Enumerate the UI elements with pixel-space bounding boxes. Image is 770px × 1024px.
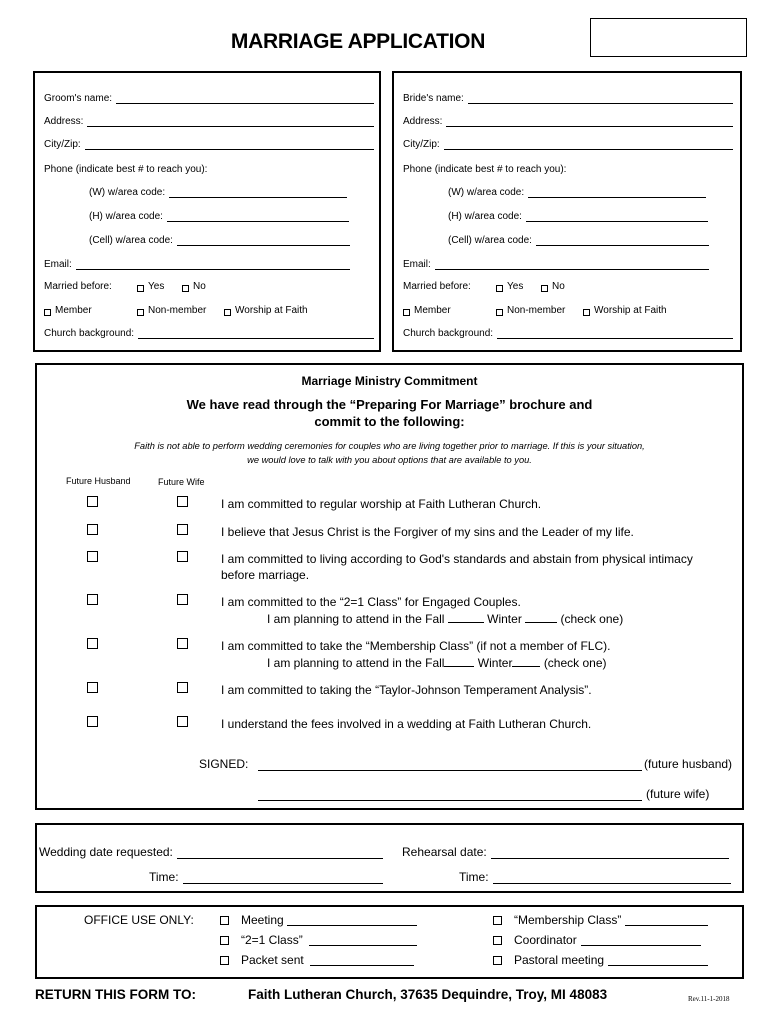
bride-section: [392, 71, 742, 352]
class-season-choice[interactable]: I am planning to attend in the Fall Winter (check one): [267, 612, 624, 626]
commitment-section: [35, 363, 744, 810]
groom-nonmember-option[interactable]: Non-member: [137, 302, 206, 316]
bride-married-yes[interactable]: Yes: [496, 278, 523, 292]
commitment-note-2: we would love to talk with you about options that are available to you.: [247, 455, 532, 465]
return-form-label: RETURN THIS FORM TO:: [35, 987, 196, 1002]
groom-married-no[interactable]: No: [182, 278, 206, 292]
husband-checkbox-2[interactable]: [87, 524, 98, 535]
husband-checkbox-4[interactable]: [87, 594, 98, 605]
groom-member-option[interactable]: Member: [44, 302, 92, 316]
bride-married-no[interactable]: No: [541, 278, 565, 292]
husband-checkbox-7[interactable]: [87, 716, 98, 727]
checkbox-icon[interactable]: [403, 309, 410, 316]
husband-checkbox-3[interactable]: [87, 551, 98, 562]
checkbox-icon[interactable]: [583, 309, 590, 316]
commitment-subheading-1: We have read through the “Preparing For Marriage” brochure and: [186, 397, 593, 412]
bride-email-field[interactable]: Email:: [403, 256, 709, 270]
signed-label: SIGNED:: [199, 757, 249, 771]
groom-work-phone-field[interactable]: (W) w/area code:: [89, 184, 347, 198]
groom-married-yes[interactable]: Yes: [137, 278, 164, 292]
office-use-label: OFFICE USE ONLY:: [84, 913, 194, 927]
wife-checkbox-4[interactable]: [177, 594, 188, 605]
commitment-subheading-2: commit to the following:: [314, 414, 465, 429]
wife-signature-line[interactable]: [258, 789, 642, 801]
groom-married-label: Married before:: [44, 281, 112, 292]
groom-phone-label: Phone (indicate best # to reach you):: [44, 164, 208, 175]
statement-standards: I am committed to living according to God's standards and abstain from physical intimacy before marriage.: [221, 552, 693, 582]
bride-married-label: Married before:: [403, 281, 471, 292]
col-future-husband: Future Husband: [66, 476, 131, 486]
bride-worship-option[interactable]: Worship at Faith: [583, 302, 667, 316]
checkbox-icon[interactable]: [182, 285, 189, 292]
groom-church-field[interactable]: Church background:: [44, 325, 374, 339]
bride-cityzip-field[interactable]: City/Zip:: [403, 136, 733, 150]
future-husband-label: (future husband): [644, 757, 733, 771]
rehearsal-time-field[interactable]: Time:: [459, 868, 731, 884]
wife-checkbox-7[interactable]: [177, 716, 188, 727]
wife-checkbox-1[interactable]: [177, 496, 188, 507]
bride-address-field[interactable]: Address:: [403, 113, 733, 127]
checkbox-icon[interactable]: [44, 309, 51, 316]
wife-checkbox-6[interactable]: [177, 682, 188, 693]
rehearsal-date-field[interactable]: Rehearsal date:: [402, 843, 729, 859]
checkbox-icon[interactable]: [496, 285, 503, 292]
bride-church-field[interactable]: Church background:: [403, 325, 733, 339]
checkbox-icon[interactable]: [496, 309, 503, 316]
checkbox-icon[interactable]: [541, 285, 548, 292]
bride-work-phone-field[interactable]: (W) w/area code:: [448, 184, 706, 198]
office-meeting[interactable]: Meeting: [220, 913, 417, 927]
revision-date: Rev.11-1-2018: [688, 995, 730, 1003]
wedding-date-field[interactable]: Wedding date requested:: [39, 843, 383, 859]
wife-checkbox-3[interactable]: [177, 551, 188, 562]
groom-email-field[interactable]: Email:: [44, 256, 350, 270]
checkbox-icon[interactable]: [137, 309, 144, 316]
groom-address-field[interactable]: Address:: [44, 113, 374, 127]
groom-cell-phone-field[interactable]: (Cell) w/area code:: [89, 232, 350, 246]
statement-class: I am committed to the “2=1 Class” for Engaged Couples.: [221, 595, 521, 609]
checkbox-icon[interactable]: [493, 916, 502, 925]
office-class[interactable]: “2=1 Class”: [220, 933, 417, 947]
office-stamp-box: [590, 18, 747, 57]
groom-section: [33, 71, 381, 352]
bride-name-field[interactable]: Bride's name:: [403, 90, 733, 104]
husband-checkbox-6[interactable]: [87, 682, 98, 693]
commitment-heading: Marriage Ministry Commitment: [301, 374, 478, 388]
bride-home-phone-field[interactable]: (H) w/area code:: [448, 208, 708, 222]
checkbox-icon[interactable]: [220, 916, 229, 925]
page-title: MARRIAGE APPLICATION: [230, 30, 486, 53]
bride-phone-label: Phone (indicate best # to reach you):: [403, 164, 567, 175]
husband-signature-line[interactable]: [258, 759, 642, 771]
checkbox-icon[interactable]: [493, 936, 502, 945]
checkbox-icon[interactable]: [493, 956, 502, 965]
statement-worship: I am committed to regular worship at Faith Lutheran Church.: [221, 497, 542, 511]
bride-member-option[interactable]: Member: [403, 302, 451, 316]
membership-season-choice[interactable]: I am planning to attend in the Fall Winter (check one): [267, 656, 607, 670]
wife-checkbox-2[interactable]: [177, 524, 188, 535]
statement-faith: I believe that Jesus Christ is the Forgiver of my sins and the Leader of my life.: [221, 525, 634, 539]
office-membership[interactable]: “Membership Class”: [493, 913, 708, 927]
statement-membership: I am committed to take the “Membership Class” (if not a member of FLC).: [221, 639, 611, 653]
husband-checkbox-5[interactable]: [87, 638, 98, 649]
office-packet[interactable]: Packet sent: [220, 953, 414, 967]
checkbox-icon[interactable]: [137, 285, 144, 292]
checkbox-icon[interactable]: [220, 936, 229, 945]
groom-name-field[interactable]: Groom's name:: [44, 90, 374, 104]
return-address: Faith Lutheran Church, 37635 Dequindre, Troy, MI 48083: [248, 987, 608, 1002]
statement-temperament: I am committed to taking the “Taylor-Johnson Temperament Analysis”.: [221, 683, 592, 697]
checkbox-icon[interactable]: [224, 309, 231, 316]
statement-fees: I understand the fees involved in a wedding at Faith Lutheran Church.: [221, 717, 592, 731]
col-future-wife: Future Wife: [158, 477, 205, 487]
commitment-note-1: Faith is not able to perform wedding ceremonies for couples who are living together prior to marriage. If this is your situation,: [134, 441, 645, 451]
groom-cityzip-field[interactable]: City/Zip:: [44, 136, 374, 150]
wedding-time-field[interactable]: Time:: [149, 868, 383, 884]
groom-home-phone-field[interactable]: (H) w/area code:: [89, 208, 349, 222]
husband-checkbox-1[interactable]: [87, 496, 98, 507]
wife-checkbox-5[interactable]: [177, 638, 188, 649]
bride-nonmember-option[interactable]: Non-member: [496, 302, 565, 316]
future-wife-label: (future wife): [646, 787, 710, 801]
checkbox-icon[interactable]: [220, 956, 229, 965]
office-coordinator[interactable]: Coordinator: [493, 933, 701, 947]
office-pastoral[interactable]: Pastoral meeting: [493, 953, 708, 967]
bride-cell-phone-field[interactable]: (Cell) w/area code:: [448, 232, 709, 246]
groom-worship-option[interactable]: Worship at Faith: [224, 302, 308, 316]
